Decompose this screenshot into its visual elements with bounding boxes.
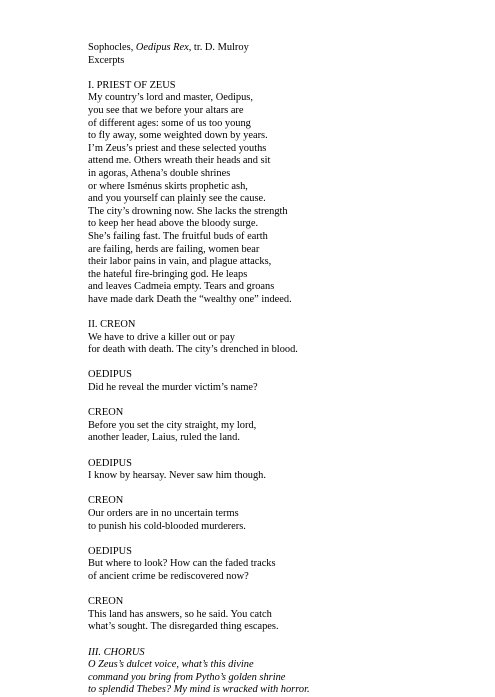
section-spacer [88, 584, 488, 597]
verse-line: have made dark Death the “wealthy one” indeed. [88, 293, 292, 305]
section-spacer [88, 357, 488, 370]
section-spacer [88, 634, 488, 647]
section-block [88, 407, 488, 445]
verse-line: in agoras, Athena’s double shrines [88, 167, 231, 179]
section-spacer [88, 533, 488, 546]
verse-line: to keep her head above the bloody surge. [88, 218, 259, 230]
section-block [88, 80, 488, 307]
verse-line: She’s failing fast. The fruitful buds of earth [88, 230, 268, 242]
section-spacer [88, 67, 488, 80]
title-line [88, 42, 488, 55]
section-block [88, 546, 488, 584]
speaker-heading: II. CREON [88, 319, 136, 331]
verse-line: the hateful fire-bringing god. He leaps [88, 268, 248, 280]
speaker-heading: CREON [88, 495, 124, 507]
verse-line: another leader, Laius, ruled the land. [88, 432, 240, 444]
speaker-heading: I. PRIEST OF ZEUS [88, 79, 176, 91]
subtitle: Excerpts [88, 54, 125, 66]
section-spacer [88, 306, 488, 319]
verse-line: or where Isménus skirts prophetic ash, [88, 180, 248, 192]
verse-line: to fly away, some weighted down by years. [88, 130, 268, 142]
verse-line: My country’s lord and master, Oedipus, [88, 92, 253, 104]
document-header [88, 42, 488, 67]
section-spacer [88, 445, 488, 458]
translator: , tr. D. Mulroy [188, 42, 249, 53]
speaker-heading: III. CHORUS [88, 646, 145, 658]
verse-line: Did he reveal the murder victim’s name? [88, 382, 258, 394]
verse-line: of ancient crime be rediscovered now? [88, 570, 249, 582]
speaker-heading: OEDIPUS [88, 545, 132, 557]
verse-line: But where to look? How can the faded tracks [88, 558, 276, 570]
section-spacer [88, 483, 488, 496]
verse-line: Before you set the city straight, my lord, [88, 419, 257, 431]
section-block [88, 458, 488, 483]
verse-line: are failing, herds are failing, women bear [88, 243, 260, 255]
verse-line: and you yourself can plainly see the cause. [88, 193, 266, 205]
verse-line: you see that we before your altars are [88, 104, 244, 116]
section-block [88, 369, 488, 394]
section-block [88, 319, 488, 357]
verse-line: This land has answers, so he said. You catch [88, 608, 272, 620]
section-block [88, 647, 488, 697]
verse-line: attend me. Others wreath their heads and sit [88, 155, 271, 167]
verse-line: I know by hearsay. Never saw him though. [88, 470, 266, 482]
section-block [88, 596, 488, 634]
verse-line: We have to drive a killer out or pay [88, 331, 235, 343]
author: Sophocles, [88, 42, 136, 53]
verse-line: O Zeus’s dulcet voice, what’s this divine [88, 659, 254, 671]
sections-container [88, 67, 488, 697]
play-title: Oedipus Rex [135, 42, 189, 53]
verse-line: Our orders are in no uncertain terms [88, 507, 239, 519]
document-page [88, 42, 488, 697]
verse-line: what’s sought. The disregarded thing escapes. [88, 621, 279, 633]
verse-line: to splendid Thebes? My mind is wracked with horror. [88, 684, 310, 696]
verse-line: their labor pains in vain, and plague attacks, [88, 256, 272, 268]
speaker-heading: CREON [88, 596, 124, 608]
verse-line: of different ages: some of us too young [88, 117, 251, 129]
verse-line: I’m Zeus’s priest and these selected youths [88, 142, 267, 154]
speaker-heading: CREON [88, 407, 124, 419]
section-block [88, 495, 488, 533]
verse-line: for death with death. The city’s drenched in blood. [88, 344, 298, 356]
verse-line: to punish his cold-blooded murderers. [88, 520, 246, 532]
speaker-heading: OEDIPUS [88, 369, 132, 381]
section-spacer [88, 395, 488, 408]
verse-line: command you bring from Pytho’s golden shrine [88, 671, 286, 683]
verse-line: and leaves Cadmeia empty. Tears and groans [88, 281, 275, 293]
verse-line: The city’s drowning now. She lacks the strength [88, 205, 288, 217]
speaker-heading: OEDIPUS [88, 457, 132, 469]
